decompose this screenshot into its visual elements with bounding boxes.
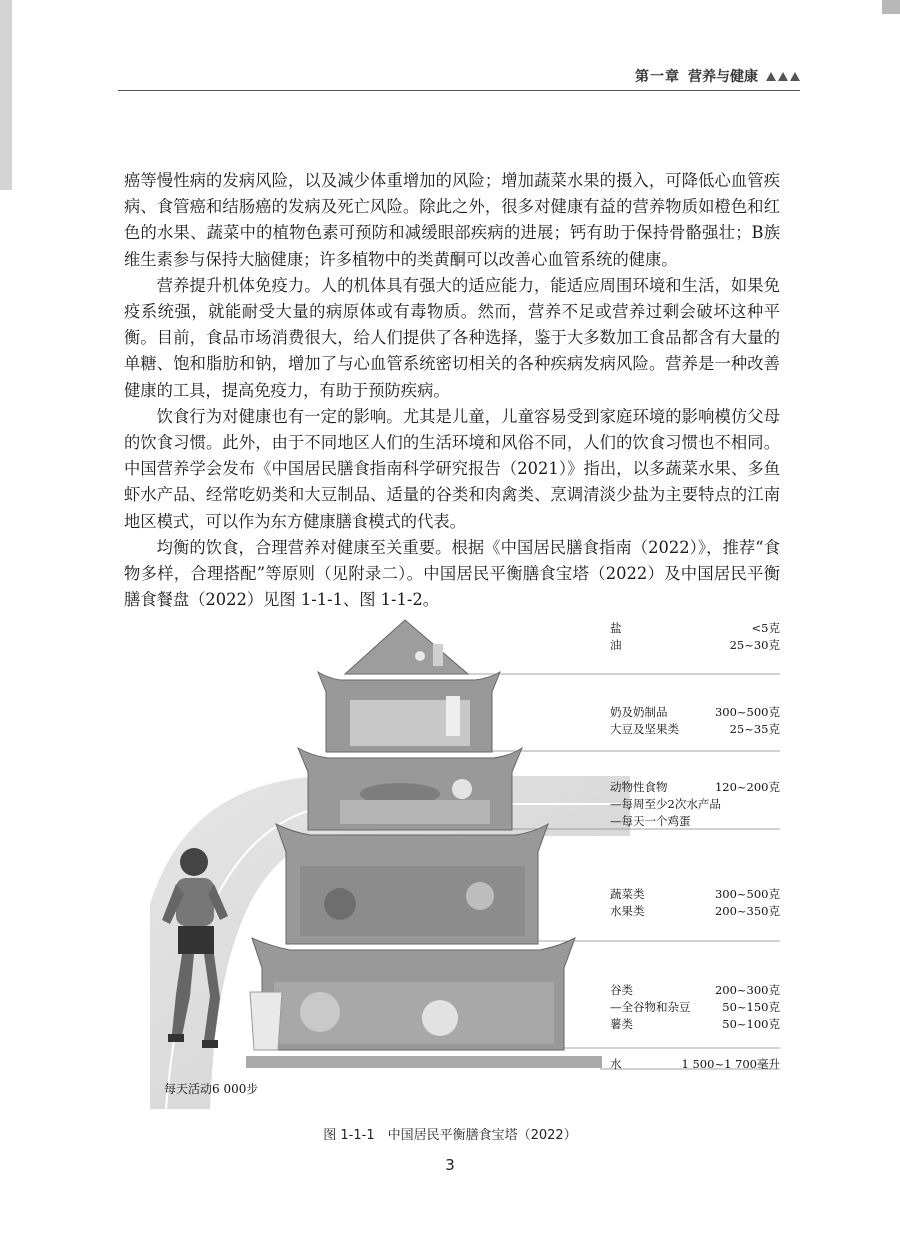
paragraph: 营养提升机体免疫力。人的机体具有强大的适应能力，能适应周围环境和生活，如果免疫系统强，就能耐受大量的病原体或有毒物质。然而，营养不足或营养过剩会破坏这种平衡。目前，食品市场消费很大，给人们提供了各种选择，鉴于大多数加工食品都含有大量的单糖、饱和脂肪和钠，增加了与心血管系统密切相关的各种疾病发病风险。营养是一种改善健康的工具，提高免疫力，有助于预防疾病。	[124, 275, 780, 400]
oil-bottle-icon	[433, 644, 443, 666]
paragraph: 饮食行为对健康也有一定的影响。尤其是儿童，儿童容易受到家庭环境的影响模仿父母的饮食习惯。此外，由于不同地区人们的生活环境和风俗不同，人们的饮食习惯也不相同。中国营养学会发布《中国居民膳食指南科学研究报告（2021）》指出，以多蔬菜水果、多鱼虾水产品、经常吃奶类和大豆制品、适量的谷类和肉禽类、烹调清淡少盐为主要特点的江南地区模式，可以作为东方健康膳食模式的代表。	[124, 406, 780, 531]
header-rule	[118, 90, 800, 91]
food-amount: 200~300克	[714, 983, 780, 997]
bread-icon	[300, 992, 340, 1032]
food-amount: 300~500克	[714, 887, 780, 901]
header-triangle-icon	[766, 72, 800, 81]
food-amount: 25~35克	[729, 722, 780, 736]
food-name: 谷类	[610, 983, 633, 997]
egg-icon	[452, 779, 472, 799]
page-number: 3	[445, 1156, 455, 1174]
chapter-number: 第一章	[635, 69, 680, 85]
milk-carton-icon	[446, 696, 460, 736]
food-amount: 25~30克	[729, 638, 780, 652]
paragraph: 癌等慢性病的发病风险，以及减少体重增加的风险；增加蔬菜水果的摄入，可降低心血管疾病、食管癌和结肠癌的发病及死亡风险。除此之外，很多对健康有益的营养物质如橙色和红色的水果、蔬菜中的植物色素可预防和减缓眼部疾病的进展；钙有助于保持骨骼强壮；B族维生素参与保持大脑健康；许多植物中的类黄酮可以改善心血管系统的健康。	[124, 171, 780, 269]
food-name: 动物性食物	[610, 780, 668, 794]
layer-label-grains	[610, 982, 780, 1033]
food-amount: 300~500克	[714, 705, 780, 719]
food-amount: 200~350克	[714, 904, 780, 918]
food-name: 水果类	[610, 904, 645, 918]
paragraph: 均衡的饮食，合理营养对健康至关重要。根据《中国居民膳食指南（2022）》，推荐“食物多样，合理搭配”等原则（见附录二）。中国居民平衡膳食宝塔（2022）及中国居民平衡膳食餐盘（2022）见图 1-1-1、图 1-1-2。	[124, 537, 780, 610]
food-name: 水	[610, 1057, 622, 1071]
body-text	[124, 168, 780, 613]
layer-label-vegetables-fruits	[610, 886, 780, 920]
pagoda-illustration	[150, 604, 790, 1114]
layer-label-salt-oil	[610, 620, 780, 654]
vegetable-icon	[324, 888, 356, 920]
page-corner-tab	[882, 0, 900, 14]
food-amount: 1 500~1 700毫升	[681, 1057, 780, 1071]
food-amount: 120~200克	[714, 780, 780, 794]
fruit-icon	[466, 882, 494, 910]
food-name: 蔬菜类	[610, 887, 645, 901]
layer-label-water	[610, 1056, 780, 1073]
food-name: 大豆及坚果类	[610, 722, 679, 736]
food-amount: <5克	[751, 621, 780, 635]
food-name: 奶及奶制品	[610, 705, 668, 719]
water-glass-icon	[250, 992, 282, 1050]
pagoda-base-water	[246, 1056, 602, 1068]
figure-caption: 图 1-1-1 中国居民平衡膳食宝塔（2022）	[323, 1128, 577, 1143]
food-name: —全谷物和杂豆	[610, 1000, 691, 1014]
salt-icon	[415, 651, 425, 661]
food-name: —每周至少2次水产品	[610, 797, 721, 811]
rice-bowl-icon	[422, 1000, 458, 1036]
food-pagoda-figure	[150, 604, 790, 1114]
page-edge-strip	[0, 0, 12, 190]
layer-label-dairy	[610, 704, 780, 738]
food-name: —每天一个鸡蛋	[610, 814, 691, 828]
meat-eggs-icon	[340, 800, 490, 824]
layer-label-animal-food	[610, 779, 780, 830]
chapter-title: 营养与健康	[688, 69, 758, 85]
food-amount: 50~100克	[722, 1017, 780, 1031]
running-header	[635, 66, 800, 86]
food-name: 薯类	[610, 1017, 633, 1031]
food-amount: 50~150克	[722, 1000, 780, 1014]
pagoda-tier-salt-oil	[345, 620, 468, 674]
activity-label: 每天活动6 000步	[164, 1082, 259, 1096]
food-name: 油	[610, 638, 622, 652]
food-name: 盐	[610, 621, 622, 635]
